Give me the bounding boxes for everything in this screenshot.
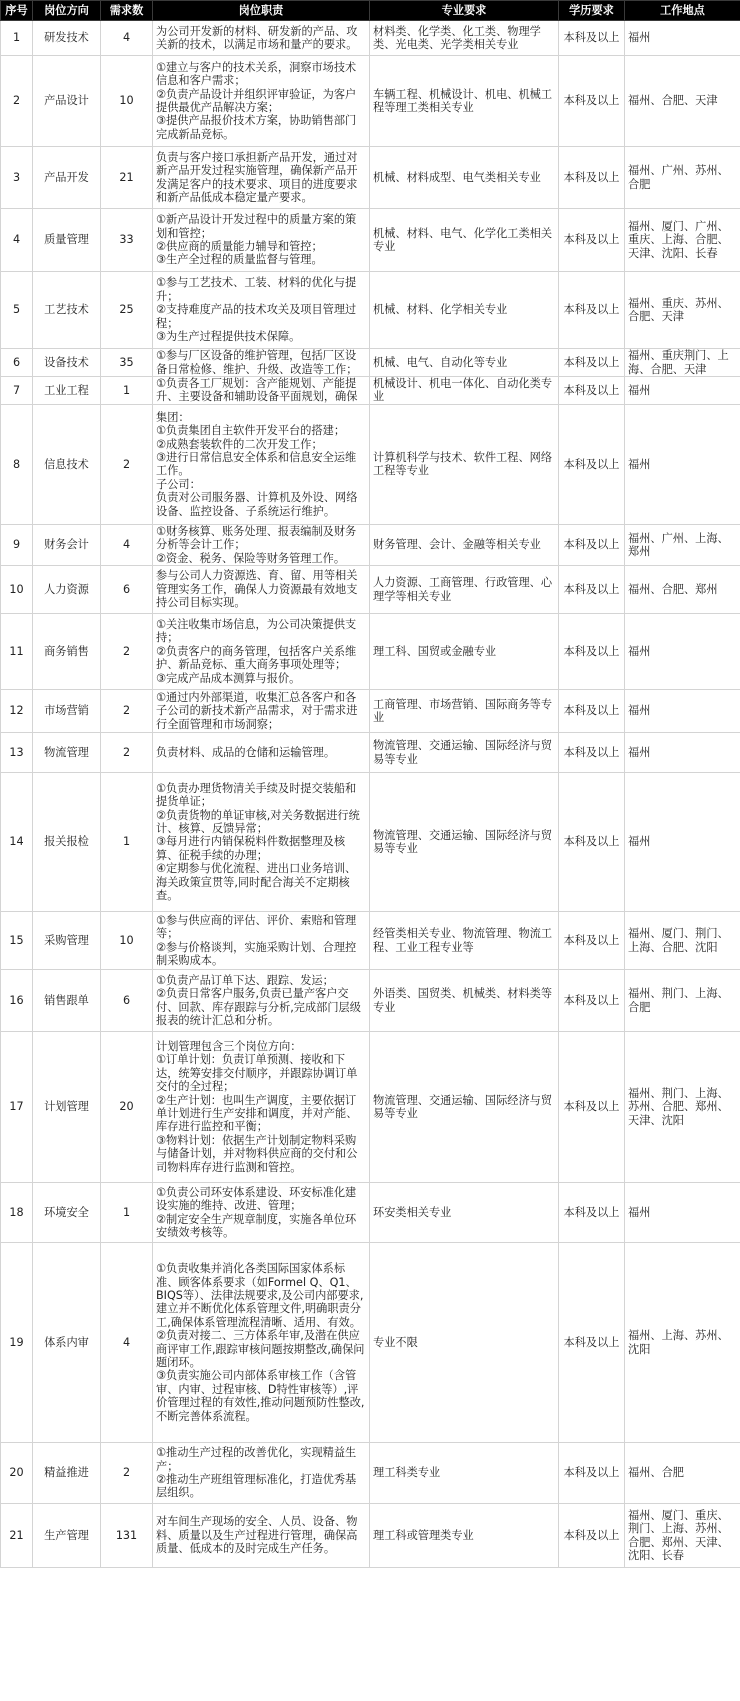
table-row [1,1183,740,1243]
cell-no: 6 [1,349,33,377]
cell-count: 6 [101,970,153,1032]
cell-no: 12 [1,690,33,733]
cell-count: 25 [101,272,153,349]
table-row [1,349,740,377]
cell-location: 福州 [625,21,740,56]
cell-duty: 负责与客户接口承担新产品开发，通过对新产品开发过程实施管理，确保新产品开发满足客户的技术要求、项目的进度要求和新产品低成本稳定量产要求。 [153,147,370,209]
cell-location: 福州、重庆荆门、上海、合肥、天津 [625,349,740,377]
cell-major: 物流管理、交通运输、国际经济与贸易等专业 [370,733,559,773]
table-row [1,970,740,1032]
header-education: 学历要求 [559,1,625,21]
cell-major: 计算机科学与技术、软件工程、网络工程等专业 [370,404,559,524]
cell-duty: ①关注收集市场信息，为公司决策提供支持； ②负责客户的商务管理，包括客户关系维护、新品竞标、重大商务事项处理等； ③完成产品成本测算与报价。 [153,614,370,690]
cell-no: 7 [1,377,33,405]
cell-direction: 精益推进 [33,1443,101,1504]
cell-education: 本科及以上 [559,147,625,209]
cell-count: 2 [101,404,153,524]
cell-direction: 采购管理 [33,912,101,970]
table-row [1,1443,740,1504]
cell-direction: 环境安全 [33,1183,101,1243]
cell-count: 20 [101,1032,153,1183]
table-row [1,524,740,565]
cell-major: 专业不限 [370,1243,559,1443]
cell-major: 工商管理、市场营销、国际商务等专业 [370,690,559,733]
cell-duty: 对车间生产现场的安全、人员、设备、物料、质量以及生产过程进行管理，确保高质量、低成本的及时完成生产任务。 [153,1504,370,1568]
cell-location: 福州、上海、苏州、沈阳 [625,1243,740,1443]
cell-direction: 报关报检 [33,773,101,912]
table-row [1,272,740,349]
cell-major: 机械、电气、自动化等专业 [370,349,559,377]
cell-duty: 集团： ①负责集团自主软件开发平台的搭建； ②成熟套装软件的二次开发工作； ③进行日常信息安全体系和信息安全运维工作。 子公司： 负责对公司服务器、计算机及外设、网络设备、监控设备、子系统运行维护。 [153,404,370,524]
cell-education: 本科及以上 [559,773,625,912]
cell-count: 1 [101,1183,153,1243]
cell-duty: ①负责各工厂规划：含产能规划、产能提升、主要设备和辅助设备平面规划，确保 [153,377,370,405]
cell-direction: 市场营销 [33,690,101,733]
cell-duty: ①参与工艺技术、工装、材料的优化与提升； ②支持难度产品的技术攻关及项目管理过程； ③为生产过程提供技术保障。 [153,272,370,349]
cell-education: 本科及以上 [559,349,625,377]
cell-count: 6 [101,566,153,614]
cell-major: 人力资源、工商管理、行政管理、心理学等相关专业 [370,566,559,614]
cell-major: 物流管理、交通运输、国际经济与贸易等专业 [370,773,559,912]
cell-location: 福州 [625,377,740,405]
table-row [1,377,740,405]
cell-direction: 财务会计 [33,524,101,565]
cell-no: 2 [1,56,33,147]
cell-count: 21 [101,147,153,209]
cell-education: 本科及以上 [559,566,625,614]
cell-direction: 工艺技术 [33,272,101,349]
cell-major: 车辆工程、机械设计、机电、机械工程等理工类相关专业 [370,56,559,147]
cell-education: 本科及以上 [559,690,625,733]
cell-direction: 工业工程 [33,377,101,405]
cell-no: 20 [1,1443,33,1504]
cell-location: 福州 [625,404,740,524]
cell-education: 本科及以上 [559,377,625,405]
cell-location: 福州、广州、苏州、合肥 [625,147,740,209]
cell-education: 本科及以上 [559,209,625,272]
cell-no: 10 [1,566,33,614]
cell-no: 19 [1,1243,33,1443]
cell-direction: 物流管理 [33,733,101,773]
cell-count: 1 [101,773,153,912]
cell-location: 福州、重庆、苏州、合肥、天津 [625,272,740,349]
cell-direction: 信息技术 [33,404,101,524]
table-row [1,733,740,773]
cell-major: 物流管理、交通运输、国际经济与贸易等专业 [370,1032,559,1183]
cell-major: 经管类相关专业、物流管理、物流工程、工业工程专业等 [370,912,559,970]
cell-location: 福州 [625,614,740,690]
cell-major: 财务管理、会计、金融等相关专业 [370,524,559,565]
header-major: 专业要求 [370,1,559,21]
cell-education: 本科及以上 [559,912,625,970]
cell-no: 16 [1,970,33,1032]
cell-education: 本科及以上 [559,1243,625,1443]
table-row [1,1504,740,1568]
cell-major: 外语类、国贸类、机械类、材料类等专业 [370,970,559,1032]
cell-education: 本科及以上 [559,404,625,524]
table-row [1,1243,740,1443]
cell-location: 福州、厦门、重庆、荆门、上海、苏州、合肥、郑州、天津、沈阳、长春 [625,1504,740,1568]
cell-direction: 销售跟单 [33,970,101,1032]
cell-no: 21 [1,1504,33,1568]
cell-location: 福州、荆门、上海、合肥 [625,970,740,1032]
cell-no: 1 [1,21,33,56]
cell-count: 10 [101,56,153,147]
cell-major: 机械、材料、化学相关专业 [370,272,559,349]
table-row [1,404,740,524]
cell-education: 本科及以上 [559,970,625,1032]
header-duty: 岗位职责 [153,1,370,21]
table-row [1,21,740,56]
cell-education: 本科及以上 [559,1032,625,1183]
header-count: 需求数 [101,1,153,21]
cell-direction: 设备技术 [33,349,101,377]
cell-direction: 体系内审 [33,1243,101,1443]
cell-duty: ①通过内外部渠道，收集汇总各客户和各子公司的新技术新产品需求，对于需求进行全面管理和市场洞察； [153,690,370,733]
cell-no: 8 [1,404,33,524]
cell-location: 福州 [625,1183,740,1243]
cell-duty: 参与公司人力资源选、育、留、用等相关管理实务工作，确保人力资源最有效地支持公司目标实现。 [153,566,370,614]
cell-location: 福州、合肥、郑州 [625,566,740,614]
cell-no: 5 [1,272,33,349]
table-row [1,147,740,209]
cell-location: 福州、广州、上海、郑州 [625,524,740,565]
header-direction: 岗位方向 [33,1,101,21]
table-row [1,773,740,912]
table-row [1,56,740,147]
cell-education: 本科及以上 [559,614,625,690]
cell-count: 2 [101,733,153,773]
cell-duty: ①建立与客户的技术关系，洞察市场技术信息和客户需求； ②负责产品设计并组织评审验证，为客户提供最优产品解决方案； ③提供产品报价技术方案，协助销售部门完成新品竞标。 [153,56,370,147]
cell-location: 福州 [625,733,740,773]
cell-major: 环安类相关专业 [370,1183,559,1243]
cell-major: 理工科类专业 [370,1443,559,1504]
cell-count: 2 [101,1443,153,1504]
cell-no: 9 [1,524,33,565]
cell-duty: ①负责收集并消化各类国际国家体系标准、顾客体系要求（如Formel Q、Q1、BIQS等）、法律法规要求,及公司内部要求,建立并不断优化体系管理文件,明确职责分工,确保体系管理流程清晰、适用、有效。 ②负责对接二、三方体系年审,及潜在供应商评审工作,跟踪审核问题按期整改,确保问题闭环。 ③负责实施公司内部体系审核工作（含管审、内审、过程审核、D特性审核等）,评价管理过程的有效性,推动问题预防性整改,不断完善体系流程。 [153,1243,370,1443]
table-row [1,1032,740,1183]
cell-duty: ①负责办理货物清关手续及时提交装船和提货单证； ②负责货物的单证审核,对关务数据进行统计、核算、反馈异常； ③每月进行内销保税料件数据整理及核算、征税手续的办理； ④定期参与优化流程、进出口业务培训、海关政策宣贯等,同时配合海关不定期核查。 [153,773,370,912]
table-row [1,912,740,970]
cell-location: 福州、厦门、广州、重庆、上海、合肥、天津、沈阳、长春 [625,209,740,272]
cell-duty: ①参与厂区设备的维护管理，包括厂区设备日常检修、维护、升级、改造等工作； [153,349,370,377]
cell-no: 17 [1,1032,33,1183]
cell-duty: ①负责产品订单下达、跟踪、发运； ②负责日常客户服务,负责已量产客户交付、回款、库存跟踪与分析,完成部门层级报表的统计汇总和分析。 [153,970,370,1032]
cell-location: 福州、合肥、天津 [625,56,740,147]
table-row [1,614,740,690]
header-no: 序号 [1,1,33,21]
cell-no: 15 [1,912,33,970]
table-header-row [1,1,740,21]
cell-duty: 计划管理包含三个岗位方向： ①订单计划：负责订单预测、接收和下达，统筹安排交付顺序，并跟踪协调订单交付的全过程； ②生产计划：也叫生产调度，主要依据订单计划进行生产安排和调度，并对产能、库存进行监控和平衡； ③物料计划：依据生产计划制定物料采购与储备计划，并对物料供应商的交付和公司物料库存进行监测和管控。 [153,1032,370,1183]
cell-count: 2 [101,690,153,733]
cell-count: 35 [101,349,153,377]
cell-direction: 商务销售 [33,614,101,690]
cell-major: 理工科或管理类专业 [370,1504,559,1568]
table-row [1,209,740,272]
cell-count: 2 [101,614,153,690]
cell-location: 福州、合肥 [625,1443,740,1504]
cell-education: 本科及以上 [559,21,625,56]
cell-major: 理工科、国贸或金融专业 [370,614,559,690]
cell-direction: 计划管理 [33,1032,101,1183]
cell-location: 福州、厦门、荆门、上海、合肥、沈阳 [625,912,740,970]
cell-education: 本科及以上 [559,1504,625,1568]
cell-major: 机械、材料成型、电气类相关专业 [370,147,559,209]
cell-education: 本科及以上 [559,733,625,773]
cell-no: 14 [1,773,33,912]
cell-no: 11 [1,614,33,690]
cell-duty: ①参与供应商的评估、评价、索赔和管理等； ②参与价格谈判，实施采购计划、合理控制采购成本。 [153,912,370,970]
cell-direction: 生产管理 [33,1504,101,1568]
cell-duty: ①推动生产过程的改善优化，实现精益生产； ②推动生产班组管理标准化，打造优秀基层组织。 [153,1443,370,1504]
cell-direction: 产品开发 [33,147,101,209]
cell-no: 3 [1,147,33,209]
cell-duty: ①财务核算、账务处理、报表编制及财务分析等会计工作； ②资金、税务、保险等财务管理工作。 [153,524,370,565]
cell-location: 福州 [625,773,740,912]
cell-duty: 为公司开发新的材料、研发新的产品、攻关新的技术，以满足市场和量产的要求。 [153,21,370,56]
cell-duty: 负责材料、成品的仓储和运输管理。 [153,733,370,773]
cell-no: 13 [1,733,33,773]
cell-location: 福州、荆门、上海、苏州、合肥、郑州、天津、沈阳 [625,1032,740,1183]
cell-major: 机械设计、机电一体化、自动化类专业 [370,377,559,405]
cell-major: 机械、材料、电气、化学化工类相关专业 [370,209,559,272]
cell-count: 10 [101,912,153,970]
cell-count: 33 [101,209,153,272]
cell-education: 本科及以上 [559,272,625,349]
cell-count: 4 [101,524,153,565]
cell-count: 1 [101,377,153,405]
table-row [1,690,740,733]
cell-count: 131 [101,1504,153,1568]
cell-direction: 人力资源 [33,566,101,614]
cell-count: 4 [101,21,153,56]
cell-no: 18 [1,1183,33,1243]
cell-count: 4 [101,1243,153,1443]
cell-direction: 质量管理 [33,209,101,272]
cell-direction: 研发技术 [33,21,101,56]
cell-no: 4 [1,209,33,272]
cell-education: 本科及以上 [559,1183,625,1243]
cell-direction: 产品设计 [33,56,101,147]
cell-education: 本科及以上 [559,56,625,147]
cell-duty: ①负责公司环安体系建设、环安标准化建设实施的维持、改进、管理； ②制定安全生产规章制度，实施各单位环安绩效考核等。 [153,1183,370,1243]
cell-location: 福州 [625,690,740,733]
cell-duty: ①新产品设计开发过程中的质量方案的策划和管控； ②供应商的质量能力辅导和管控； ③生产全过程的质量监督与管理。 [153,209,370,272]
header-location: 工作地点 [625,1,740,21]
table-row [1,566,740,614]
cell-education: 本科及以上 [559,524,625,565]
cell-education: 本科及以上 [559,1443,625,1504]
cell-major: 材料类、化学类、化工类、物理学类、光电类、光学类相关专业 [370,21,559,56]
